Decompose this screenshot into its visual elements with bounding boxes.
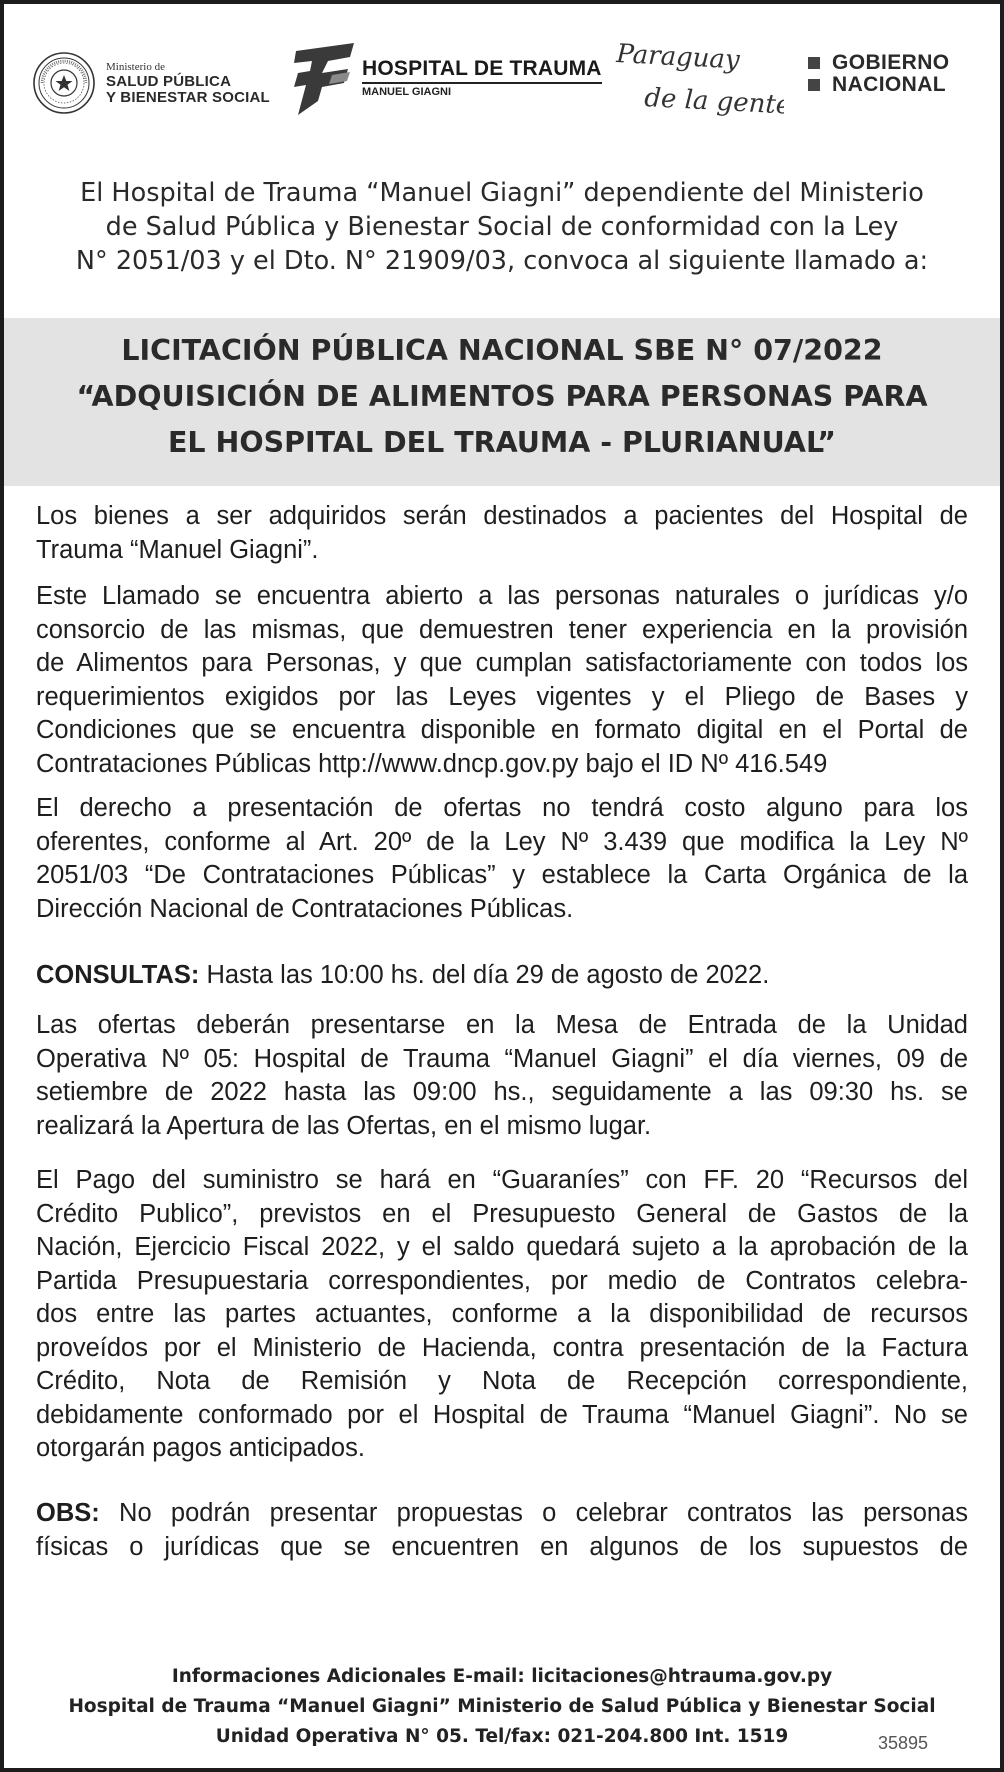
text-line: Trauma “Manuel Giagni”.: [36, 535, 319, 564]
slogan-script: [614, 34, 784, 134]
text-line: de Alimentos para Personas, y que cumplan satisfactoriamente con todos los: [36, 649, 968, 677]
text-line: dos entre las partes actuantes, conforme a la disponibilidad de recursos: [36, 1300, 968, 1328]
text-line: Partida Presupuestaria correspondientes, por medio de Contratos celebra-: [36, 1266, 968, 1295]
paragraph-bienes: [36, 500, 968, 567]
square-bullet-icon: [808, 57, 820, 69]
paragraph-consultas: [36, 959, 968, 993]
ad-code: 35895: [877, 1733, 928, 1753]
slogan-line1: Paraguay: [615, 39, 741, 76]
text-line: proveídos por el Ministerio de Hacienda, contra presentación de la Factura: [36, 1333, 968, 1362]
text-line: El derecho a presentación de ofertas no tendrá costo alguno para los: [36, 794, 968, 822]
gobierno-line2: NACIONAL: [832, 73, 947, 97]
tender-title-line: “ADQUISICIÓN DE ALIMENTOS PARA PERSONAS PARA: [76, 380, 928, 413]
text-line: consorcio de las mismas, que demuestren tener experiencia en la provisión: [36, 615, 968, 644]
gobierno-line1: GOBIERNO: [832, 51, 950, 74]
ministerio-small-label: Ministerio de: [106, 60, 165, 73]
contact-footer: [4, 1662, 1000, 1752]
text-line: El Pago del suministro se hará en “Guaraníes” con FF. 20 “Recursos del: [36, 1166, 968, 1194]
ministerio-logo: [32, 48, 270, 118]
text-line: Las ofertas deberán presentarse en la Mesa de Entrada de la Unidad: [36, 1011, 968, 1039]
footer-line: Informaciones Adicionales E-mail: licitaciones@htrauma.gov.py: [171, 1666, 833, 1687]
text-line: Condiciones que se encuentra disponible en formato digital en el Portal de: [36, 716, 968, 744]
text-line: requerimientos exigidos por las Leyes vigentes y el Pliego de Bases y: [36, 682, 968, 711]
hospital-emblem-icon: [292, 39, 372, 119]
tender-title-line: EL HOSPITAL DEL TRAUMA - PLURIANUAL”: [167, 426, 837, 459]
ministerio-name-line2: Y BIENESTAR SOCIAL: [106, 88, 270, 106]
text-line: Contrataciones Públicas http://www.dncp.gov.py bajo el ID Nº 416.549: [36, 749, 828, 778]
text-line: debidamente conformado por el Hospital de Trauma “Manuel Giagni”. No se: [36, 1400, 968, 1429]
paragraph-derecho: [36, 792, 968, 926]
intro-line: de Salud Pública y Bienestar Social de conformidad con la Ley: [105, 212, 899, 242]
text-line: setiembre de 2022 hasta las 09:00 hs., seguidamente a las 09:30 hs. se: [36, 1078, 968, 1106]
obs-label: OBS:: [36, 1499, 100, 1527]
footer-line: Unidad Operativa N° 05. Tel/fax: 021-204.800 Int. 1519: [215, 1726, 789, 1747]
text-line: Nación, Ejercicio Fiscal 2022, y el saldo quedará sujeto a la aprobación de la: [36, 1233, 968, 1261]
intro-line: El Hospital de Trauma “Manuel Giagni” dependiente del Ministerio: [80, 178, 924, 208]
logo-header: [4, 34, 1000, 134]
paragraph-llamado: [36, 580, 968, 781]
paragraph-pago: [36, 1164, 968, 1466]
text-line: otorgarán pagos anticipados.: [36, 1434, 365, 1462]
text-line: Este Llamado se encuentra abierto a las personas naturales o jurídicas y/o: [36, 582, 968, 610]
text-line: Dirección Nacional de Contrataciones Públicas.: [36, 894, 574, 923]
tender-title-line: LICITACIÓN PÚBLICA NACIONAL SBE N° 07/2022: [121, 334, 883, 367]
consultas-label: CONSULTAS:: [36, 961, 200, 989]
consultas-text: Hasta las 10:00 hs. del día 29 de agosto de 2022.: [199, 961, 770, 989]
gobierno-nacional-logo: [808, 52, 950, 96]
footer-line: Hospital de Trauma “Manuel Giagni” Ministerio de Salud Pública y Bienestar Social: [68, 1696, 936, 1717]
text-line: 2051/03 “De Contrataciones Públicas” y establece la Carta Orgánica de la: [36, 861, 968, 889]
text-line: realizará la Apertura de las Ofertas, en el mismo lugar.: [36, 1111, 652, 1140]
hospital-subname: MANUEL GIAGNI: [362, 85, 452, 98]
national-seal-icon: [32, 51, 96, 115]
tender-title-band: [4, 318, 1000, 486]
ministerio-name-line1: SALUD PÚBLICA: [106, 72, 232, 90]
hospital-logo: [292, 38, 602, 120]
text-line: Crédito Publico”, previstos en el Presupuesto General de Gastos de la: [36, 1199, 968, 1228]
hospital-name: HOSPITAL DE TRAUMA: [362, 57, 602, 84]
square-bullet-icon: [808, 79, 820, 91]
paragraph-ofertas: [36, 1009, 968, 1143]
text-line: Operativa Nº 05: Hospital de Trauma “Manuel Giagni” el día viernes, 09 de: [36, 1044, 968, 1073]
text-line: Crédito, Nota de Remisión y Nota de Recepción correspondiente,: [36, 1367, 968, 1395]
obs-line1: No podrán presentar propuestas o celebrar contratos las personas: [99, 1499, 968, 1527]
intro-line: N° 2051/03 y el Dto. N° 21909/03, convoca al siguiente llamado a:: [75, 246, 929, 276]
intro-paragraph: [44, 176, 960, 278]
paragraph-obs: [36, 1497, 968, 1564]
text-line: Los bienes a ser adquiridos serán destinados a pacientes del Hospital de: [36, 502, 968, 530]
text-line: oferentes, conforme al Art. 20º de la Ley Nº 3.439 que modifica la Ley Nº: [36, 827, 968, 856]
paraguay-de-la-gente-logo: [614, 34, 784, 134]
slogan-line2: de la gente: [643, 83, 784, 121]
obs-line2: físicas o jurídicas que se encuentren en algunos de los supuestos de: [36, 1532, 968, 1561]
